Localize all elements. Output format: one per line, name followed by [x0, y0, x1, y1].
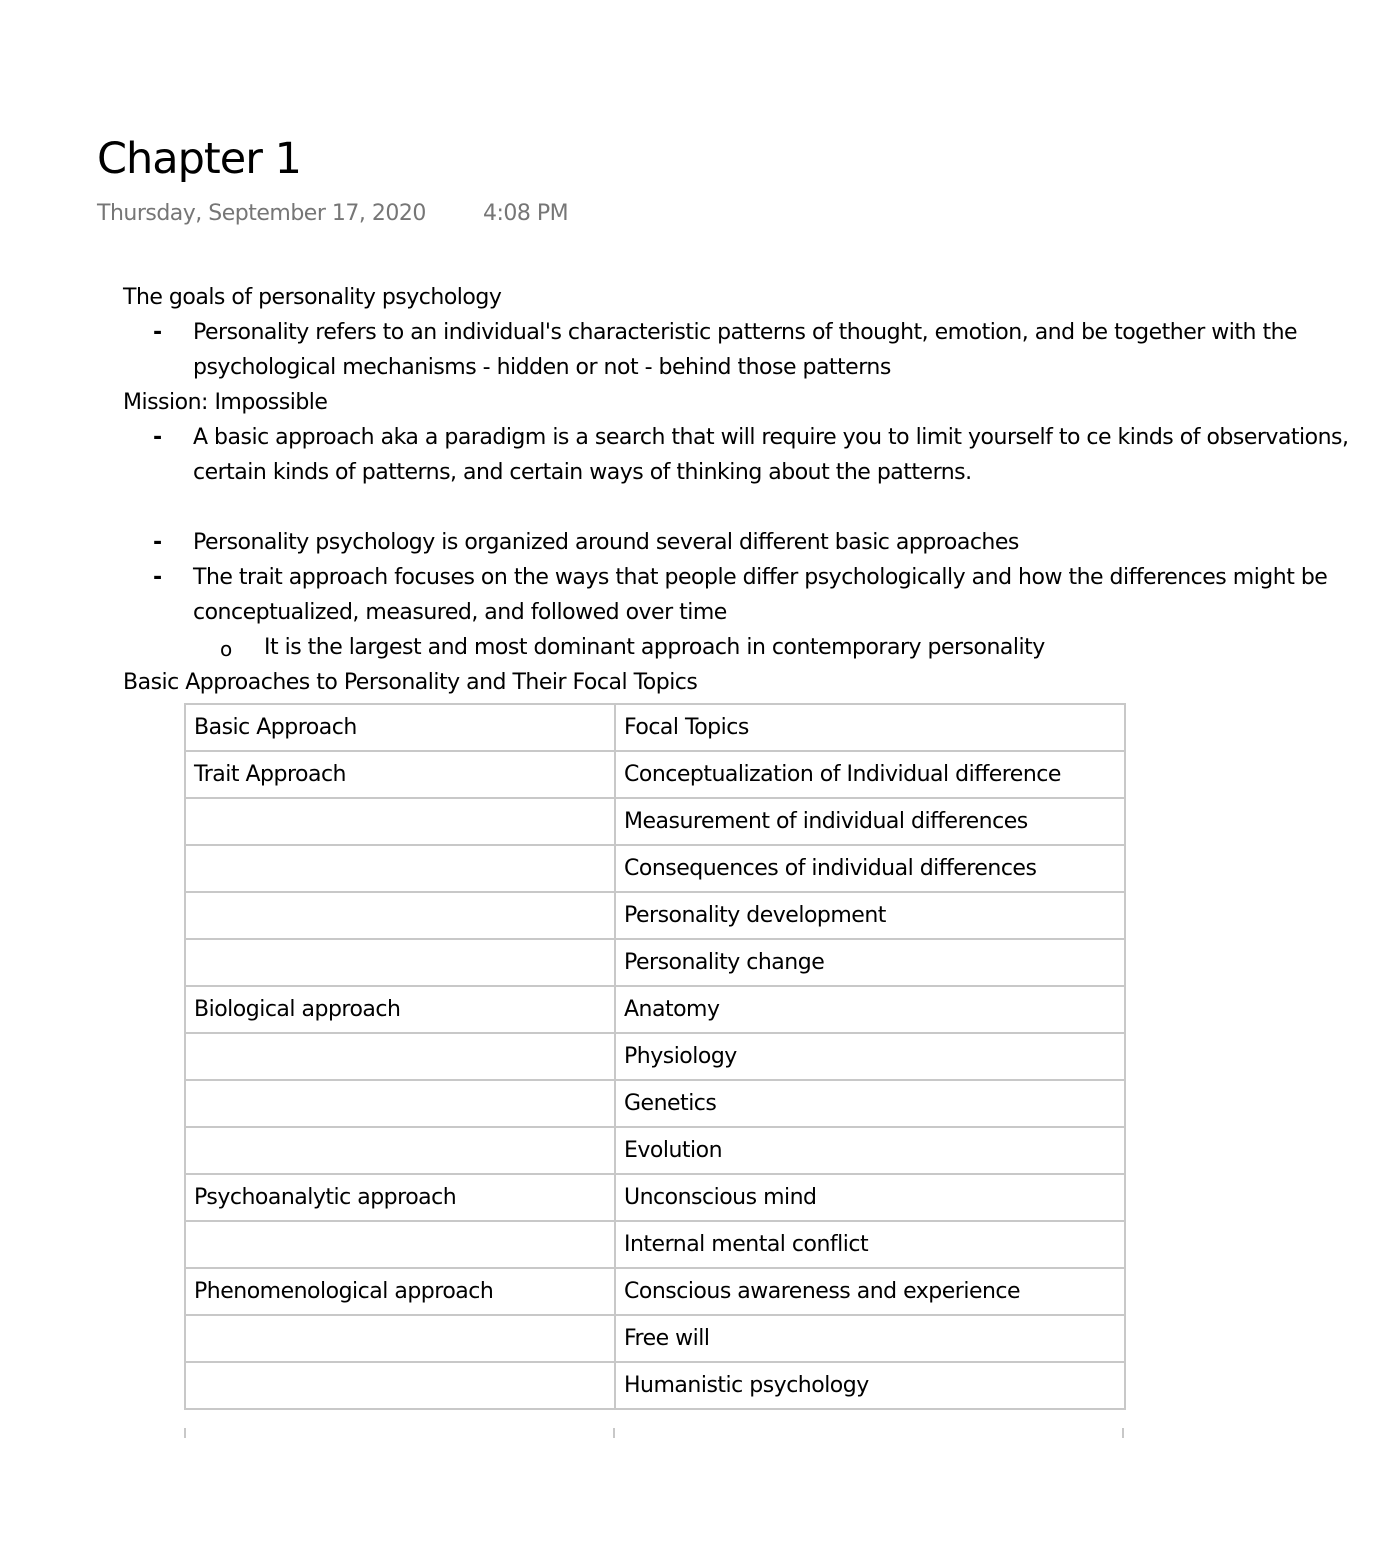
table-cell: [185, 798, 615, 845]
table-cell: Consequences of individual differences: [615, 845, 1125, 892]
table-header-cell: Focal Topics: [615, 704, 1125, 751]
approaches-table: [184, 703, 1126, 1410]
table-divider: [613, 1428, 615, 1438]
section-heading-goals: The goals of personality psychology: [123, 285, 502, 310]
table-row: [185, 1174, 1125, 1221]
table-row: [185, 1080, 1125, 1127]
table-cell: [185, 1127, 615, 1174]
table-row: [185, 1033, 1125, 1080]
table-cell: [185, 1315, 615, 1362]
table-row: [185, 798, 1125, 845]
note-body: [123, 280, 1349, 700]
table-cell: [185, 1033, 615, 1080]
table-cell: Measurement of individual differences: [615, 798, 1125, 845]
table-row: [185, 1315, 1125, 1362]
sub-list-item-text: It is the largest and most dominant approach in contemporary personality: [264, 635, 1045, 660]
list-item: [123, 560, 1393, 630]
mission-list: [123, 420, 1349, 630]
page-time: 4:08 PM: [483, 201, 569, 226]
table-cell: [185, 892, 615, 939]
list-item-text: Personality psychology is organized around several different basic approaches: [193, 530, 1019, 555]
dash-bullet: -: [153, 565, 162, 590]
section-heading-mission: Mission: Impossible: [123, 390, 328, 415]
circle-bullet: o: [220, 637, 232, 661]
table-cell: Biological approach: [185, 986, 615, 1033]
trait-sublist: [123, 630, 1200, 665]
table-cell: Free will: [615, 1315, 1125, 1362]
table-row: [185, 1221, 1125, 1268]
table-cell: [185, 845, 615, 892]
table-cell: Conscious awareness and experience: [615, 1268, 1125, 1315]
page-date: Thursday, September 17, 2020: [97, 201, 426, 226]
dash-bullet: -: [153, 530, 162, 555]
list-item-text: Personality refers to an individual's characteristic patterns of thought, emotion, and be together with the psychological mechanisms - hidden or not - behind those patterns: [193, 320, 1298, 380]
table-cell: [185, 1362, 615, 1409]
table-row: [185, 1362, 1125, 1409]
table-cell: Internal mental conflict: [615, 1221, 1125, 1268]
table-cell: Psychoanalytic approach: [185, 1174, 615, 1221]
table-heading: Basic Approaches to Personality and Their Focal Topics: [123, 670, 698, 695]
table-cell: Conceptualization of Individual difference: [615, 751, 1125, 798]
dash-bullet: -: [153, 425, 162, 450]
table-cell: Physiology: [615, 1033, 1125, 1080]
list-item: [123, 525, 1393, 560]
table-row: [185, 845, 1125, 892]
table-cell: [185, 1080, 615, 1127]
table-cell: Personality change: [615, 939, 1125, 986]
table-row: [185, 751, 1125, 798]
table-row: [185, 986, 1125, 1033]
table-header-row: [185, 704, 1125, 751]
table-cell: Phenomenological approach: [185, 1268, 615, 1315]
table-continuation: [184, 1428, 1124, 1438]
table-row: [185, 939, 1125, 986]
list-item: [123, 420, 1393, 525]
list-item: [123, 315, 1393, 385]
list-item-text: A basic approach aka a paradigm is a search that will require you to limit yourself to ce kinds of observations, certain kinds of patterns, and certain ways of thinking about the patterns.: [193, 425, 1349, 485]
table-header-cell: Basic Approach: [185, 704, 615, 751]
table-cell: Humanistic psychology: [615, 1362, 1125, 1409]
table-cell: Personality development: [615, 892, 1125, 939]
table-cell: Unconscious mind: [615, 1174, 1125, 1221]
dash-bullet: -: [153, 320, 162, 345]
table-cell: Evolution: [615, 1127, 1125, 1174]
table-cell: Trait Approach: [185, 751, 615, 798]
list-item-text: The trait approach focuses on the ways that people differ psychologically and how the differences might be conceptualized, measured, and followed over time: [193, 565, 1328, 625]
sub-list-item: [123, 630, 1200, 665]
table-cell: [185, 939, 615, 986]
table-cell: Anatomy: [615, 986, 1125, 1033]
goals-list: [123, 315, 1298, 385]
table-cell: Genetics: [615, 1080, 1125, 1127]
page-title: Chapter 1: [97, 134, 301, 184]
table-row: [185, 1127, 1125, 1174]
table-cell: [185, 1221, 615, 1268]
table-row: [185, 892, 1125, 939]
table-row: [185, 1268, 1125, 1315]
